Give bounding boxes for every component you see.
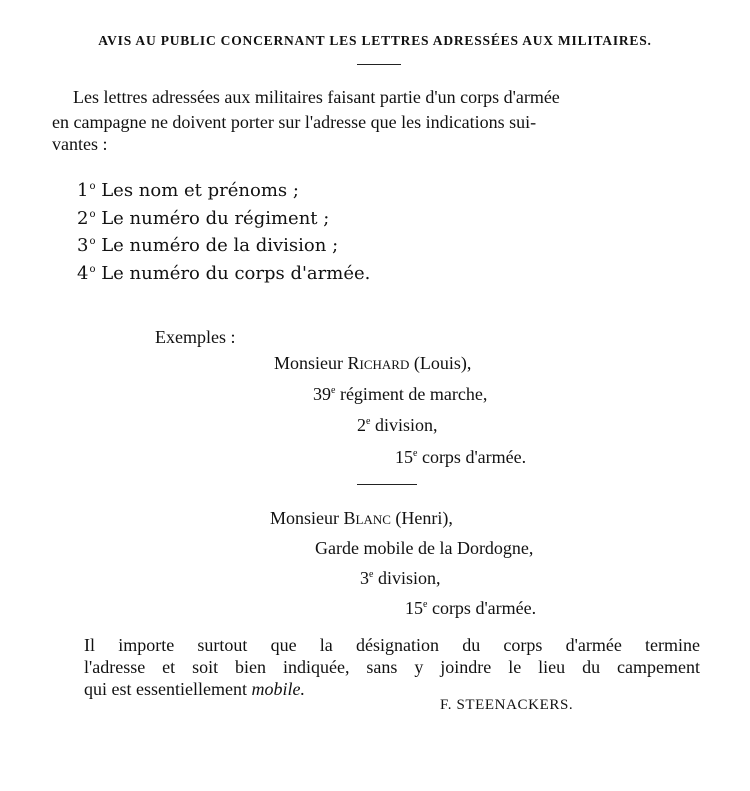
closing-line-2: l'adresse et soit bien indiquée, sans y joindre le lieu du campement xyxy=(84,657,700,677)
example1-regiment: 39e régiment de marche, xyxy=(313,384,488,404)
closing-line-1: Il importe surtout que la désignation du corps d'armée termine xyxy=(84,635,700,655)
signature: F. STEENACKERS. xyxy=(440,697,574,713)
examples-label: Exemples : xyxy=(155,327,236,347)
example2-corps: 15e corps d'armée. xyxy=(405,598,537,618)
intro-line-2: en campagne ne doivent porter sur l'adresse que les indications sui- xyxy=(52,112,537,132)
example2-name: Monsieur Blanc (Henri), xyxy=(270,508,453,528)
example2-unit: Garde mobile de la Dordogne, xyxy=(315,538,534,558)
example2-division: 3e division, xyxy=(360,568,441,588)
list-item: 3$^o$ Le numéro de la division ; xyxy=(77,235,339,256)
notice-title: AVIS AU PUBLIC CONCERNANT LES LETTRES ADRESSÉES AUX MILITAIRES. xyxy=(98,33,652,48)
list-item: 4$^o$ Le numéro du corps d'armée. xyxy=(77,262,371,284)
closing-line-3: qui est essentiellement mobile. xyxy=(84,679,305,699)
title-divider xyxy=(357,64,401,65)
list-item: 2$^o$ Le numéro du régiment ; xyxy=(77,207,330,229)
intro-line-1: Les lettres adressées aux militaires faisant partie d'un corps d'armée xyxy=(73,87,560,107)
example1-division: 2e division, xyxy=(357,415,438,435)
example1-name: Monsieur Richard (Louis), xyxy=(274,353,472,373)
intro-line-3: vantes : xyxy=(52,134,108,154)
list-item: 1$^o$ Les nom et prénoms ; xyxy=(77,180,299,201)
examples-divider xyxy=(357,484,417,485)
example1-corps: 15e corps d'armée. xyxy=(395,447,527,467)
address-requirements-list xyxy=(77,175,370,285)
closing-paragraph xyxy=(84,634,700,700)
